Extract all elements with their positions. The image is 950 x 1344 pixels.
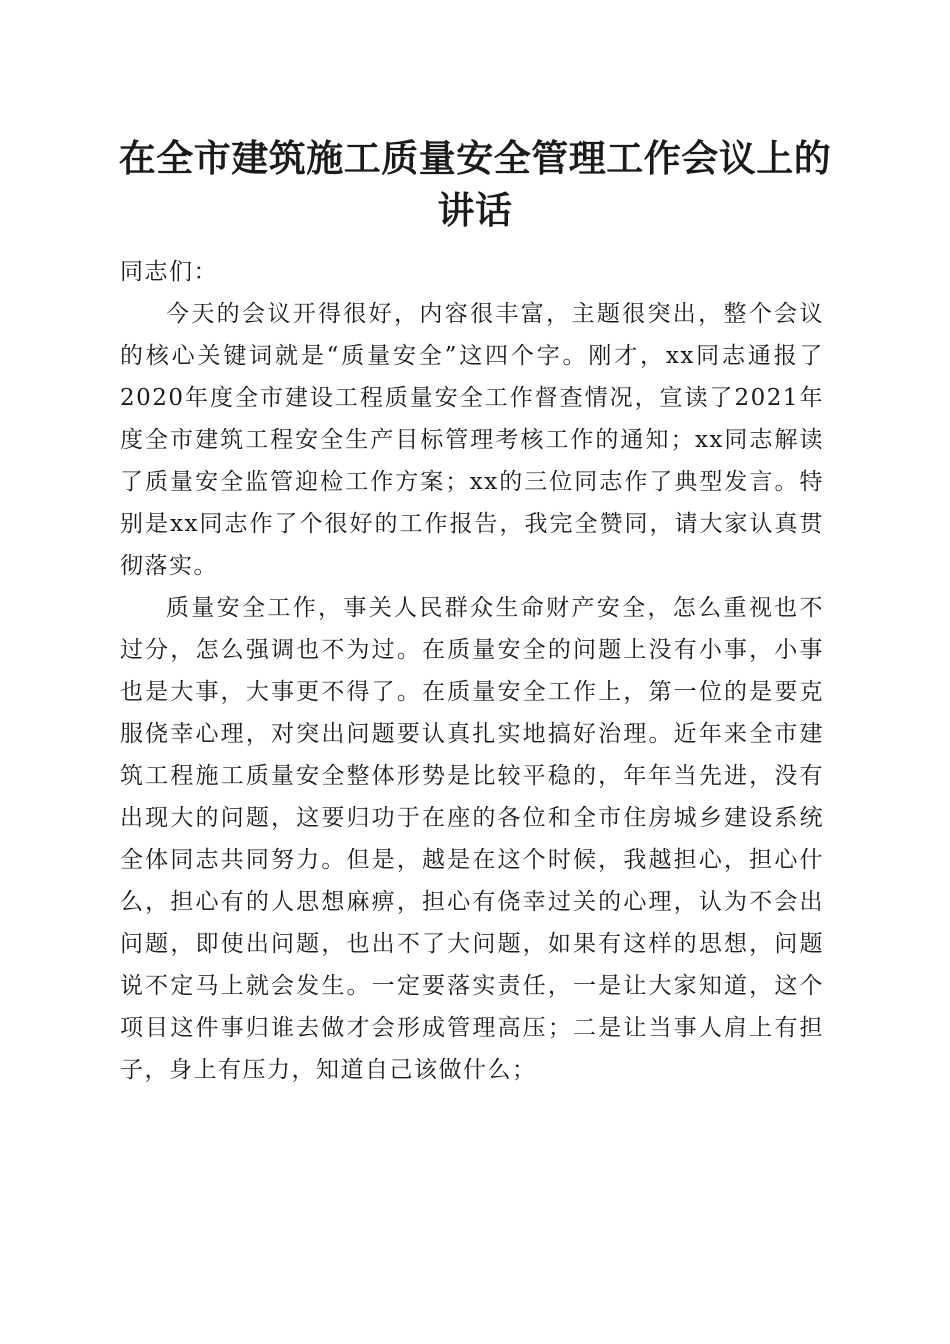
salutation: 同志们：: [120, 259, 218, 285]
paragraph-2: 质量安全工作，事关人民群众生命财产安全，怎么重视也不过分，怎么强调也不为过。在质量安全的问题上没有小事，小事也是大事，大事更不得了。在质量安全工作上，第一位的是要克服侥幸心理，对突出问题要认真扎实地搞好治理。近年来全市建筑工程施工质量安全整体形势是比较平稳的，年年当先进，没有出现大的问题，这要归功于在座的各位和全市住房城乡建设系统全体同志共同努力。但是，越是在这个时候，我越担心，担心什么，担心有的人思想麻痹，担心有侥幸过关的心理，认为不会出问题，即使出问题，也出不了大问题，如果有这样的思想，问题说不定马上就会发生。一定要落实责任，一是让大家知道，这个项目这件事归谁去做才会形成管理高压；二是让当事人肩上有担子，身上有压力，知道自己该做什么；: [120, 595, 824, 1083]
document-title: 在全市建筑施工质量安全管理工作会议上的讲话: [118, 136, 832, 232]
paragraph-1: 今天的会议开得很好，内容很丰富，主题很突出，整个会议的核心关键词就是“质量安全”这四个字。刚才，xx同志通报了2020年度全市建设工程质量安全工作督查情况，宣读了2021年度全市建筑工程安全生产目标管理考核工作的通知；xx同志解读了质量安全监管迎检工作方案；xx的三位同志作了典型发言。特别是xx同志作了个很好的工作报告，我完全赞同，请大家认真贯彻落实。: [120, 301, 824, 579]
document-body: [120, 251, 824, 1091]
